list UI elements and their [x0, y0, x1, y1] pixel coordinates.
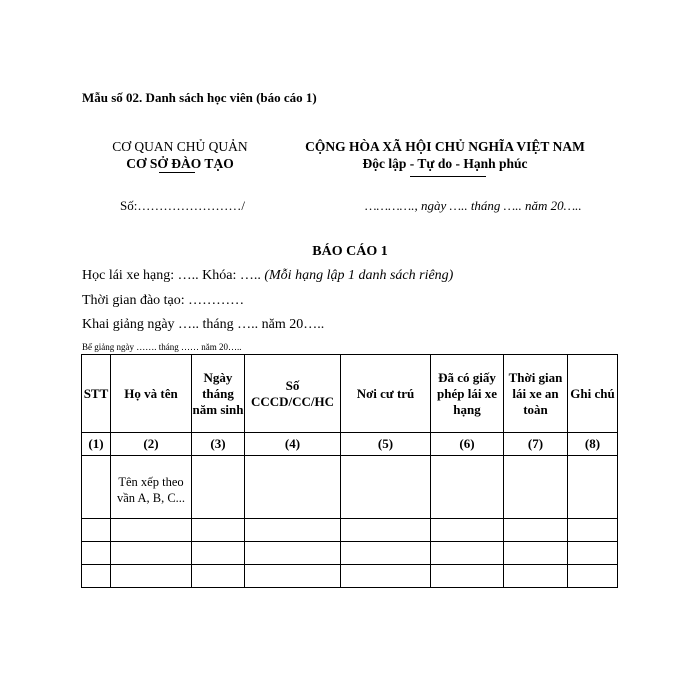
header-notes: Ghi chú [568, 355, 618, 433]
table-cell [341, 565, 431, 588]
header-license-class: Đã có giấy phép lái xe hạng [431, 355, 504, 433]
table-cell [82, 565, 111, 588]
table-cell [341, 542, 431, 565]
header-birth-date: Ngày tháng năm sinh [192, 355, 245, 433]
table-cell [245, 542, 341, 565]
table-cell [431, 456, 504, 519]
national-motto: Độc lập - Tự do - Hạnh phúc [362, 156, 528, 171]
table-cell [111, 519, 192, 542]
name-sort-note: Tên xếp theo vần A, B, C... [111, 456, 192, 519]
table-cell [245, 519, 341, 542]
table-cell [504, 542, 568, 565]
agency-underline [159, 172, 195, 173]
header-full-name: Họ và tên [111, 355, 192, 433]
column-number: (3) [192, 433, 245, 456]
table-row [82, 565, 618, 588]
table-cell [111, 542, 192, 565]
table-cell [192, 519, 245, 542]
table-cell [504, 519, 568, 542]
table-cell [192, 456, 245, 519]
table-cell [82, 456, 111, 519]
training-institution: CƠ SỞ ĐÀO TẠO [126, 156, 234, 171]
document-number: Số:……………………/ [120, 198, 245, 213]
table-cell [192, 565, 245, 588]
table-cell [431, 565, 504, 588]
license-class-note: (Mỗi hạng lập 1 danh sách riêng) [264, 268, 454, 283]
national-header [285, 138, 605, 172]
header-residence: Nơi cư trú [341, 355, 431, 433]
agency-header [95, 138, 265, 172]
form-title: Mẫu số 02. Danh sách học viên (báo cáo 1) [82, 90, 317, 105]
motto-underline [410, 176, 486, 177]
table-cell [192, 542, 245, 565]
governing-agency: CƠ QUAN CHỦ QUẢN [112, 139, 248, 154]
table-cell [568, 542, 618, 565]
column-number: (2) [111, 433, 192, 456]
table-cell [504, 565, 568, 588]
license-class-line [82, 268, 453, 284]
table-header-row [82, 355, 618, 433]
header-stt: STT [82, 355, 111, 433]
table-cell [111, 565, 192, 588]
table-cell [568, 456, 618, 519]
column-number: (1) [82, 433, 111, 456]
table-cell [82, 519, 111, 542]
table-cell [431, 519, 504, 542]
table-cell [341, 456, 431, 519]
column-number: (8) [568, 433, 618, 456]
opening-date-line: Khai giảng ngày ….. tháng ….. năm 20….. [82, 317, 325, 332]
header-safe-driving-time: Thời gian lái xe an toàn [504, 355, 568, 433]
table-cell [568, 519, 618, 542]
training-duration-line: Thời gian đào tạo: ………… [82, 293, 245, 308]
table-cell [504, 456, 568, 519]
table-cell [568, 565, 618, 588]
table-row [82, 519, 618, 542]
table-cell [341, 519, 431, 542]
column-number: (7) [504, 433, 568, 456]
column-number: (4) [245, 433, 341, 456]
closing-date-line: Bế giảng ngày ……. tháng …… năm 20….. [82, 342, 242, 352]
table-row [82, 542, 618, 565]
license-class-text: Học lái xe hạng: ….. Khóa: ….. [82, 268, 265, 283]
header-id-number: Số CCCD/CC/HC [245, 355, 341, 433]
student-table [81, 354, 618, 588]
table-cell [245, 456, 341, 519]
table-cell [82, 542, 111, 565]
column-number: (6) [431, 433, 504, 456]
column-number: (5) [341, 433, 431, 456]
table-row [82, 456, 618, 519]
column-number-row [82, 433, 618, 456]
national-title: CỘNG HÒA XÃ HỘI CHỦ NGHĨA VIỆT NAM [305, 139, 585, 154]
table-cell [431, 542, 504, 565]
report-title: BÁO CÁO 1 [312, 244, 388, 259]
document-date: …………., ngày ….. tháng ….. năm 20….. [365, 198, 582, 213]
table-cell [245, 565, 341, 588]
